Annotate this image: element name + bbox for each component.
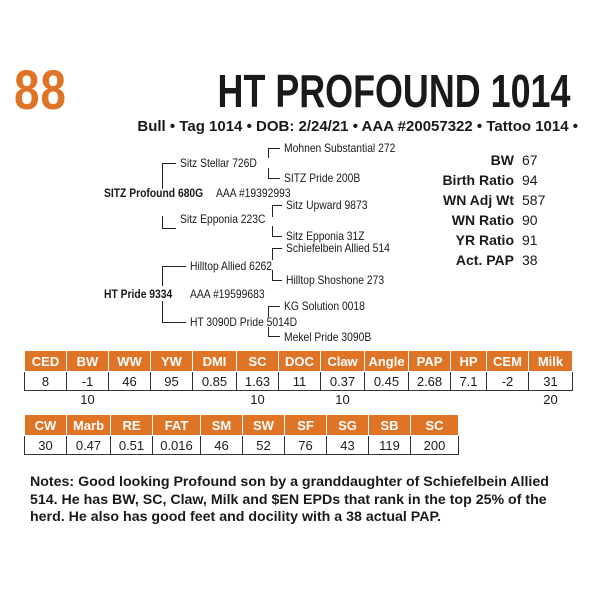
- pedigree-connector: [272, 280, 282, 281]
- epd-value: 0.47: [67, 436, 111, 455]
- pedigree-sire-dam: Sitz Epponia 223C: [180, 212, 266, 226]
- epd-value: -1: [67, 372, 109, 391]
- pedigree-connector: [162, 322, 186, 323]
- epd-header: Claw: [321, 351, 365, 372]
- epd-header: SM: [201, 415, 243, 436]
- epd-value: 95: [151, 372, 193, 391]
- epd-value: 1.63: [237, 372, 279, 391]
- epd-value: 8: [25, 372, 67, 391]
- stat-label: WN Ratio: [451, 212, 514, 228]
- epd-value: 200: [411, 436, 459, 455]
- epd-header-row: [25, 415, 459, 436]
- pedigree-sire-sire-dam: SITZ Pride 200B: [284, 171, 361, 185]
- epd-header: SC: [411, 415, 459, 436]
- epd-percentile: 10: [335, 391, 350, 407]
- pedigree-dam-sire-sire: Schiefelbein Allied 514: [286, 241, 390, 255]
- stat-label: BW: [490, 152, 514, 168]
- epd-value: 0.85: [193, 372, 237, 391]
- epd-header: CED: [25, 351, 67, 372]
- stat-row: [438, 170, 546, 190]
- epd-percentile: 10: [80, 391, 95, 407]
- animal-info-line: Bull • Tag 1014 • DOB: 2/24/21 • AAA #20057322 • Tattoo 1014 •: [137, 118, 578, 135]
- epd-percentile: 20: [543, 391, 558, 407]
- performance-stats: [438, 150, 546, 270]
- epd-value: 46: [109, 372, 151, 391]
- epd-value-row: [25, 372, 573, 391]
- epd-value: 11: [279, 372, 321, 391]
- epd-header: SB: [369, 415, 411, 436]
- stat-value: 91: [522, 232, 538, 248]
- stat-label: Birth Ratio: [442, 172, 514, 188]
- epd-header: YW: [151, 351, 193, 372]
- pedigree-connector: [272, 205, 273, 217]
- epd-value: 0.37: [321, 372, 365, 391]
- lot-number: 88: [14, 58, 67, 121]
- epd-value: -2: [487, 372, 529, 391]
- epd-value: 119: [369, 436, 411, 455]
- pedigree-connector: [162, 301, 163, 323]
- epd-value: 2.68: [409, 372, 451, 391]
- pedigree-dam-dam-sire: KG Solution 0018: [284, 299, 365, 313]
- pedigree-connector: [268, 148, 280, 149]
- pedigree-connector: [162, 228, 176, 229]
- pedigree-connector: [268, 336, 280, 337]
- epd-percentile: [365, 391, 409, 408]
- epd-percentile: [451, 391, 487, 408]
- epd-header: DOC: [279, 351, 321, 372]
- epd-percentile: [193, 391, 237, 408]
- pedigree-connector: [162, 163, 176, 164]
- epd-header: SG: [327, 415, 369, 436]
- epd-header: WW: [109, 351, 151, 372]
- pedigree-connector: [268, 148, 269, 158]
- epd-value: 52: [243, 436, 285, 455]
- epd-percentile: [487, 391, 529, 408]
- epd-header: RE: [111, 415, 153, 436]
- pedigree-connector: [268, 178, 280, 179]
- pedigree-connector: [162, 266, 163, 286]
- pedigree-connector: [272, 248, 282, 249]
- epd-value: 76: [285, 436, 327, 455]
- epd-header: SF: [285, 415, 327, 436]
- pedigree-sire-dam-sire: Sitz Upward 9873: [286, 198, 368, 212]
- pedigree-dam-dam-dam: Mekel Pride 3090B: [284, 330, 372, 344]
- pedigree-dam-dam: HT 3090D Pride 5014D: [190, 315, 298, 329]
- stat-value: 90: [522, 212, 538, 228]
- epd-percentile: [151, 391, 193, 408]
- epd-percentile: 10: [250, 391, 265, 407]
- stat-row: [438, 230, 546, 250]
- pedigree-sire-registration: AAA #19392993: [216, 186, 291, 200]
- epd-header: Marb: [67, 415, 111, 436]
- stat-label: YR Ratio: [455, 232, 514, 248]
- pedigree-connector: [272, 205, 282, 206]
- pedigree-dam: HT Pride 9334: [104, 287, 173, 301]
- stat-value: 94: [522, 172, 538, 188]
- epd-value: 0.45: [365, 372, 409, 391]
- stat-value: 67: [522, 152, 538, 168]
- notes-text: Notes: Good looking Profound son by a granddaughter of Schiefelbein Allied 514. He has BW, SC, Claw, Milk and $EN EPDs that rank in the top 25% of the herd. He also has good feet and docility with a 38 actual PAP.: [30, 474, 549, 525]
- stat-row: [438, 250, 546, 270]
- epd-value: 43: [327, 436, 369, 455]
- stat-value: 587: [522, 192, 546, 208]
- epd-percentile: [279, 391, 321, 408]
- stat-row: [438, 150, 546, 170]
- epd-percentile-row: [25, 391, 573, 408]
- pedigree-connector: [162, 266, 186, 267]
- epd-header: DMI: [193, 351, 237, 372]
- pedigree-sire-sire-sire: Mohnen Substantial 272: [284, 141, 396, 155]
- pedigree-connector: [272, 236, 282, 237]
- pedigree-dam-sire-dam: Hilltop Shoshone 273: [286, 273, 385, 287]
- epd-value: 46: [201, 436, 243, 455]
- epd-percentile: [109, 391, 151, 408]
- epd-value: 0.51: [111, 436, 153, 455]
- stat-label: WN Adj Wt: [442, 192, 514, 208]
- pedigree-dam-registration: AAA #19599683: [190, 287, 265, 301]
- pedigree-connector: [268, 306, 280, 307]
- epd-header: CW: [25, 415, 67, 436]
- epd-table-primary: [24, 350, 573, 407]
- epd-header: FAT: [153, 415, 201, 436]
- pedigree-connector: [272, 248, 273, 260]
- epd-header: Milk: [529, 351, 573, 372]
- stat-label: Act. PAP: [455, 252, 514, 268]
- epd-value: 0.016: [153, 436, 201, 455]
- epd-header: PAP: [409, 351, 451, 372]
- epd-value: 31: [529, 372, 573, 391]
- stat-row: [438, 190, 546, 210]
- stat-row: [438, 210, 546, 230]
- epd-value: 30: [25, 436, 67, 455]
- epd-header: BW: [67, 351, 109, 372]
- epd-header: Angle: [365, 351, 409, 372]
- pedigree-dam-sire: Hilltop Allied 6262: [190, 259, 273, 273]
- pedigree-sire: SITZ Profound 680G: [104, 186, 204, 200]
- pedigree-sire-sire: Sitz Stellar 726D: [180, 156, 257, 170]
- epd-header: CEM: [487, 351, 529, 372]
- epd-table-carcass: [24, 414, 459, 455]
- stat-value: 38: [522, 252, 538, 268]
- epd-header: SW: [243, 415, 285, 436]
- epd-value: 7.1: [451, 372, 487, 391]
- epd-percentile: [25, 391, 67, 408]
- epd-value-row: [25, 436, 459, 455]
- pedigree-sire-dam-dam: Sitz Epponia 31Z: [286, 229, 365, 243]
- animal-name: HT PROFOUND 1014: [217, 65, 570, 117]
- epd-header: SC: [237, 351, 279, 372]
- epd-percentile: [409, 391, 451, 408]
- epd-header-row: [25, 351, 573, 372]
- epd-header: HP: [451, 351, 487, 372]
